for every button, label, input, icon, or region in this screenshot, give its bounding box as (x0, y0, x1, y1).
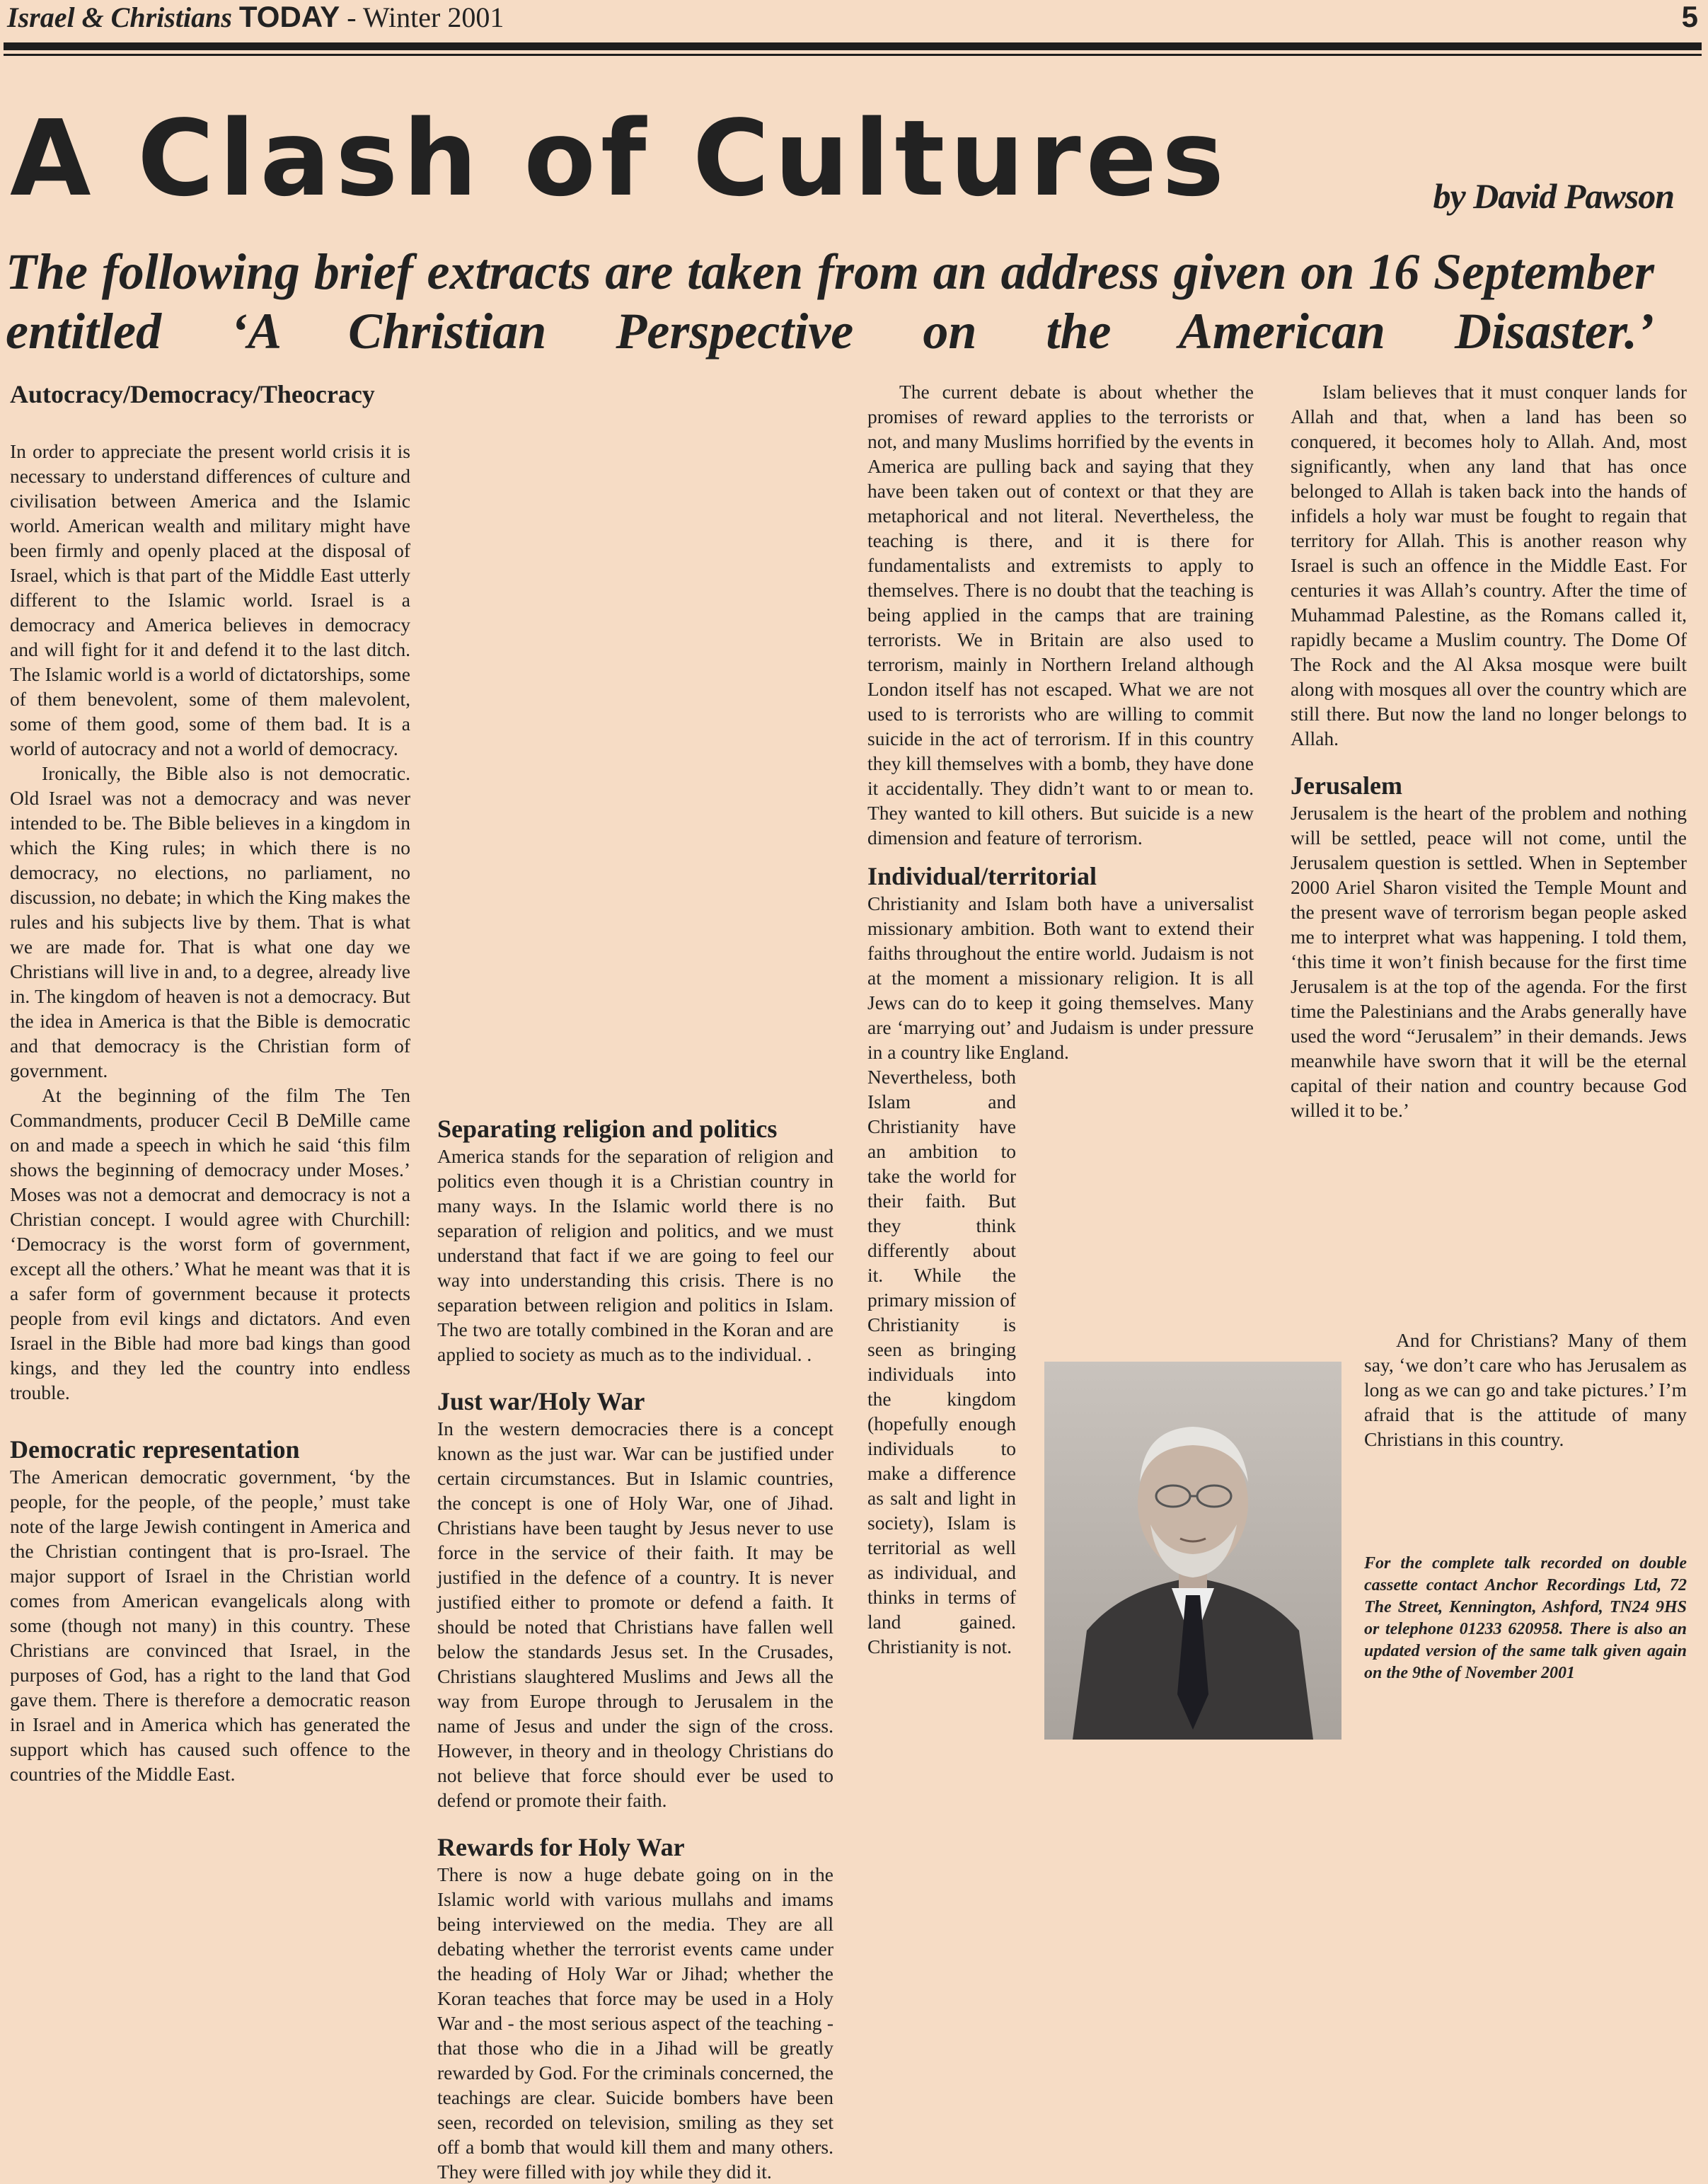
author-photo (1044, 1362, 1341, 1740)
paragraph: America stands for the separation of religion and politics even though it is a Christian country in many ways. In the Islamic world there is no separation of religion and politics, and we must understand that fact if we are going to feel our way into understanding this crisis. There is no separation between religion and politics in Islam. The two are totally combined in the Koran and are applied to society as much as to the individual. . (437, 1145, 833, 1365)
section-heading: Rewards for Holy War (437, 1833, 685, 1861)
paragraph: In the western democracies there is a concept known as the just war. War can be justified under certain circumstances. But in Islamic countries, the concept is one of Holy War, one of Jihad. Christians have been taught by Jesus never to use force in the service of their faith. It may be justified in the defence of a country. It is never justified either to promote or defend a faith. It should be noted that Christians have fallen well below the standards Jesus set. In the Crusades, Christians slaughtered Muslims and Jews all the way from Europe through to Jerusalem in the name of Jesus and under the sign of the cross. However, in theory and in theology Christians do not believe that force should ever be used to defend or promote their faith. (437, 1418, 833, 1811)
paragraph: Nevertheless, both Islam and Christianity have an ambition to take the world for their faith. But they think differently about it. While the primary mission of Christianity is seen as bringing individuals into the kingdom (hopefully enough individuals to make a difference as salt and light in society), Islam is territorial as well as individual, and thinks in terms of land gained. Christianity is not. (867, 1066, 1016, 1657)
masthead-rule (4, 42, 1702, 50)
section-heading: Jerusalem (1291, 771, 1402, 800)
section-heading: Democratic representation (10, 1435, 300, 1464)
column-4-lower (1364, 1328, 1687, 1452)
masthead-rule-thin (4, 54, 1702, 56)
issue-date: - Winter 2001 (347, 1, 504, 33)
publication-name: Israel & Christians (7, 1, 232, 33)
paragraph: The current debate is about whether the promises of reward applies to the terrorists or not, and many Muslims horrified by the events in America are pulling back and saying that they have been taken out of context or that they are metaphorical and not literal. Nevertheless, the teaching is there, and it is there for fundamentalists and extremists to apply to themselves. There is no doubt that the teaching is being applied in the camps that are training terrorists. We in Britain are also used to terrorism, mainly in Northern Ireland although London itself has not escaped. What we are not used to is terrorists who are willing to commit suicide in the act of terrorism. If in this country they kill themselves with a bomb, they have done it accidentally. They didn’t want to or mean to. They wanted to kill others. But suicide is a new dimension and feature of terrorism. (867, 381, 1254, 849)
paragraph: The American democratic government, ‘by the people, for the people, of the people,’ must take note of the large Jewish contingent in America and the Christian contingent that is pro-Israel. The major support of Israel in the Christian world comes from American evangelicals along with some (though not many) in this country. These Christians are convinced that Israel, in the purposes of God, has a right to the land that God gave them. There is therefore a democratic reason in Israel and in America which has generated the support which has caused such offence to the countries of the Middle East. (10, 1466, 410, 1785)
paragraph: Christianity and Islam both have a universalist missionary ambition. Both want to extend their faiths throughout the entire world. Judaism is not at the moment a missionary religion. It is all Jews can do to keep it going themselves. Many are ‘marrying out’ and Judaism is under pressure in a country like England. (867, 892, 1254, 1063)
paragraph: Ironically, the Bible also is not democratic. Old Israel was not a democracy and was never intended to be. The Bible believes in a kingdom in which the King rules; in which there is no democracy, no elections, no parliament, no discussion, no debate; in which the King makes the rules and his subjects live by them. That is what we are made for. That is what one day we Christians will live in and, to a degree, already live in. The kingdom of heaven is not a democracy. But the idea in America is that the Bible is democratic and that democracy is the Christian form of government. (10, 762, 410, 1081)
section-heading: Individual/territorial (867, 862, 1097, 890)
paragraph: Islam believes that it must conquer lands for Allah and that, when a land has been so conquered, it becomes holy to Allah. And, most significantly, when any land that has once belonged to Allah is taken back into the hands of infidels a holy war must be fought to regain that territory for Allah. This is another reason why Israel is such an offence in the Middle East. For centuries it was Allah’s country. After the time of Muhammad Palestine, as the Romans called it, rapidly became a Muslim country. The Dome Of The Rock and the Al Aksa mosque were built along with mosques all over the country which are still there. But now the land no longer belongs to Allah. (1291, 381, 1687, 749)
paragraph: In order to appreciate the present world crisis it is necessary to understand differences of culture and civilisation between America and the Islamic world. American wealth and military might have been firmly and openly placed at the disposal of Israel, which is that part of the Middle East utterly different to the Islamic world. Israel is a democracy and America believes in democracy and will fight for it and defend it to the last ditch. The Islamic world is a world of dictatorships, some of them benevolent, some of them malevolent, some of them good, some of them bad. It is a world of autocracy and not a world of democracy. (10, 440, 410, 759)
article-standfirst: The following brief extracts are taken from an address given on 16 September entitled ‘A Christian Perspective on the American Disaster.’ (6, 243, 1654, 360)
masthead (7, 0, 1698, 35)
paragraph: At the beginning of the film The Ten Commandments, producer Cecil B DeMille came on and made a speech in which he said ‘this film shows the beginning of democracy under Moses.’ Moses was not a democrat and democracy is not a Christian concept. I would agree with Churchill: ‘Democracy is the worst form of government, except all the others.’ What he meant was that it is a safer form of government because it protects people from evil kings and dictators. And even Israel in the Bible had more bad kings than good kings, and they led the country into endless trouble. (10, 1084, 410, 1403)
section-heading: Just war/Holy War (437, 1387, 645, 1415)
article-headline: A Clash of Cultures (10, 98, 1230, 219)
article-byline: by David Pawson (1433, 176, 1674, 216)
recording-credit: For the complete talk recorded on double cassette contact Anchor Recordings Ltd, 72 The Street, Kennington, Ashford, TN24 9HS or telephone 01233 620958. There is also an updated version of the same talk given again on the 9the of November 2001 (1364, 1554, 1687, 1682)
paragraph: Jerusalem is the heart of the problem and nothing will be settled, peace will not come, until the Jerusalem question is settled. When in September 2000 Ariel Sharon visited the Temple Mount and the present wave of terrorism began people asked me to interpret what was happening. I told them, ‘this time it won’t finish because for the first time Jerusalem is at the top of the agenda. For the first time the Palestinians and the Arabs generally have used the word “Jerusalem” in their demands. Jews meanwhile have sworn that it will be the eternal capital of their nation and country because God willed it to be.’ (1291, 802, 1687, 1121)
column-2 (437, 379, 833, 2183)
paragraph: And for Christians? Many of them say, ‘we don’t care who has Jerusalem as long as we can go and take pictures.’ I’m afraid that is the attitude of many Christians in this country. (1364, 1329, 1687, 1450)
section-heading: Autocracy/Democracy/Theocracy (10, 380, 375, 408)
paragraph: There is now a huge debate going on in the Islamic world with various mullahs and imams being interviewed on the media. They are all debating whether the terrorist events came under the heading of Holy War or Jihad; whether the Koran teaches that force may be used in a Holy War and - the most serious aspect of the teaching - that those who die in a Jihad will be greatly rewarded by God. For the criminals concerned, the teachings are clear. Suicide bombers have been seen, recorded on television, smiling as they set off a bomb that would kill them and many others. They were filled with joy while they did it. (437, 1863, 833, 2183)
page-number: 5 (1681, 0, 1698, 33)
publication-today: TODAY (238, 0, 340, 33)
section-heading: Separating religion and politics (437, 1115, 778, 1143)
masthead-title (7, 0, 504, 34)
column-1 (10, 379, 410, 1785)
